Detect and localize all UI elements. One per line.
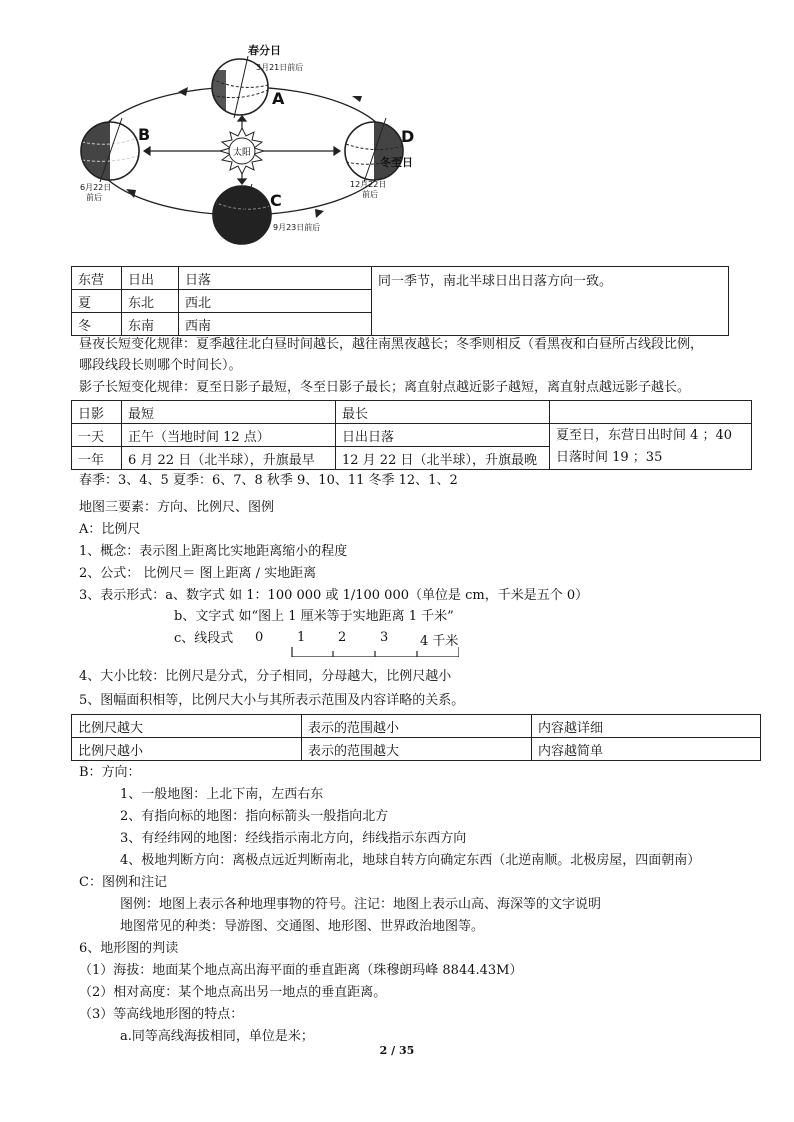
shadow-table [71,400,752,470]
sun-icon [220,128,264,174]
table-cell: 西南 [179,313,372,336]
scale-compare: 4、大小比较：比例尺是分式，分子相同，分母越大，比例尺越小 [79,669,452,684]
seasons-line: 春季：3、4、5 夏季：6、7、8 秋季 9、10、11 冬季 12、1、2 [79,473,458,488]
scale-form-numeric: 3、表示形式：a、数字式 如 1：100 000 或 1/100 000（单位是 cm，千米是五个 0） [79,588,589,603]
winter-solstice-label: 冬至日 [380,156,413,169]
b-date-label-2: 前后 [86,193,102,202]
table-cell: 夏 [72,290,122,313]
scale-tick-label: 4 千米 [420,634,459,649]
scale-table [71,714,761,761]
shadow-rule: 影子长短变化规律：夏至日影子最短，冬至日影子最长；离直射点越近影子越短，离直射点越远影子越长。 [79,380,691,395]
sunrise-time: 夏至日，东营日出时间 4 ；40 [556,427,733,443]
terrain-relative-height: （2）相对高度：某个地点高出另一地点的垂直距离。 [79,985,387,1000]
direction-rule-1: 1、一般地图：上北下南，左西右东 [120,787,324,802]
d-date-label-2: 前后 [362,190,378,199]
table-cell [550,401,752,424]
sunrise-table [71,266,729,336]
table-cell: 东营 [72,267,122,290]
table-cell: 比例尺越小 [72,738,302,761]
terrain-contour-features: （3）等高线地形图的特点： [79,1007,244,1022]
scale-tick-label: 1 [297,630,306,645]
orbit-arrow [352,96,362,102]
table-cell: 内容越详细 [532,715,761,738]
section-b-title: B：方向： [79,765,141,780]
terrain-altitude: （1）海拔：地面某个地点高出海平面的垂直距离（珠穆朗玛峰 8844.43M） [79,963,523,978]
sunset-time: 日落时间 19 ；35 [556,449,663,465]
map-elements-line: 地图三要素：方向、比例尺、图例 [79,500,275,515]
scale-relation: 5、图幅面积相等，比例尺大小与其所表示范围及内容详略的关系。 [79,693,465,708]
orbit-arrow [178,87,188,96]
d-date-label: 12月22日 [350,180,387,189]
section-c-title: C：图例和注记 [79,875,167,890]
orbit-arrow [126,189,136,198]
table-cell: 日影 [72,401,122,424]
label-b: B [138,125,151,144]
table-cell: 最短 [122,401,336,424]
table-cell: 内容越简单 [532,738,761,761]
legend-definition: 图例：地图上表示各种地理事物的符号。注记：地图上表示山高、海深等的文字说明 [120,897,602,912]
earth-b-icon [80,118,139,182]
spring-date-label: 3月21日前后 [256,63,304,72]
table-cell: 日出 [122,267,179,290]
table-cell: 东北 [122,290,179,313]
c-date-label: 9月23日前后 [273,223,321,232]
sunrise-note: 同一季节，南北半球日出日落方向一致。 [372,267,729,336]
scale-formula: 2、公式： 比例尺＝ 图上距离 / 实地距离 [79,566,317,581]
scale-form-line: c、线段式 [174,631,234,646]
day-length-rule-cont: 哪段线段长则哪个时间长）。 [79,358,242,373]
scale-tick-label: 0 [255,630,264,645]
table-cell: 最长 [336,401,550,424]
table-cell: 12 月 22 日（北半球），升旗最晚 [336,447,550,470]
label-a: A [272,89,285,108]
table-cell: 东南 [122,313,179,336]
orbit-arrow [315,209,324,218]
earth-orbit-diagram [60,30,420,245]
table-cell: 一天 [72,424,122,447]
scale-concept: 1、概念：表示图上距离比实地距离缩小的程度 [79,544,348,559]
terrain-title: 6、地形图的判读 [79,941,179,956]
earth-c-icon [213,184,271,244]
table-cell: 冬 [72,313,122,336]
label-c: C [270,191,282,210]
direction-rule-2: 2、有指向标的地图：指向标箭头一般指向北方 [120,809,389,824]
table-cell: 日出日落 [336,424,550,447]
earth-d-icon [345,118,404,182]
sunrise-time-cell [550,424,752,470]
scale-bar [291,647,459,657]
table-cell: 6 月 22 日（北半球），升旗最早 [122,447,336,470]
table-cell: 西北 [179,290,372,313]
section-a-title: A：比例尺 [79,522,141,537]
table-cell: 表示的范围越大 [302,738,532,761]
label-d: D [401,127,415,146]
day-length-rule: 昼夜长短变化规律：夏季越往北白昼时间越长，越往南黑夜越长；冬季则相反（看黑夜和白昼所占线段比例， [79,337,704,352]
direction-rule-3: 3、有经纬网的地图：经线指示南北方向，纬线指示东西方向 [120,831,467,846]
spring-equinox-label: 春分日 [248,44,281,57]
table-cell: 日落 [179,267,372,290]
scale-tick-label: 3 [380,630,389,645]
scale-tick-label: 2 [338,630,347,645]
terrain-contour-a: a.同等高线海拔相同，单位是米； [120,1029,314,1044]
page-number: 2 / 35 [379,1044,415,1057]
svg-text:太阳: 太阳 [232,148,252,158]
map-types: 地图常见的种类：导游图、交通图、地形图、世界政治地图等。 [120,919,485,934]
table-cell: 正午（当地时间 12 点） [122,424,336,447]
scale-form-text: b、文字式 如“图上 1 厘米等于实地距离 1 千米” [174,609,454,624]
table-cell: 一年 [72,447,122,470]
direction-rule-4: 4、极地判断方向：离极点远近判断南北，地球自转方向确定东西（北逆南顺。北极房屋，四面朝南） [120,853,701,868]
table-cell: 表示的范围越小 [302,715,532,738]
table-cell: 比例尺越大 [72,715,302,738]
b-date-label: 6月22日 [80,183,112,192]
